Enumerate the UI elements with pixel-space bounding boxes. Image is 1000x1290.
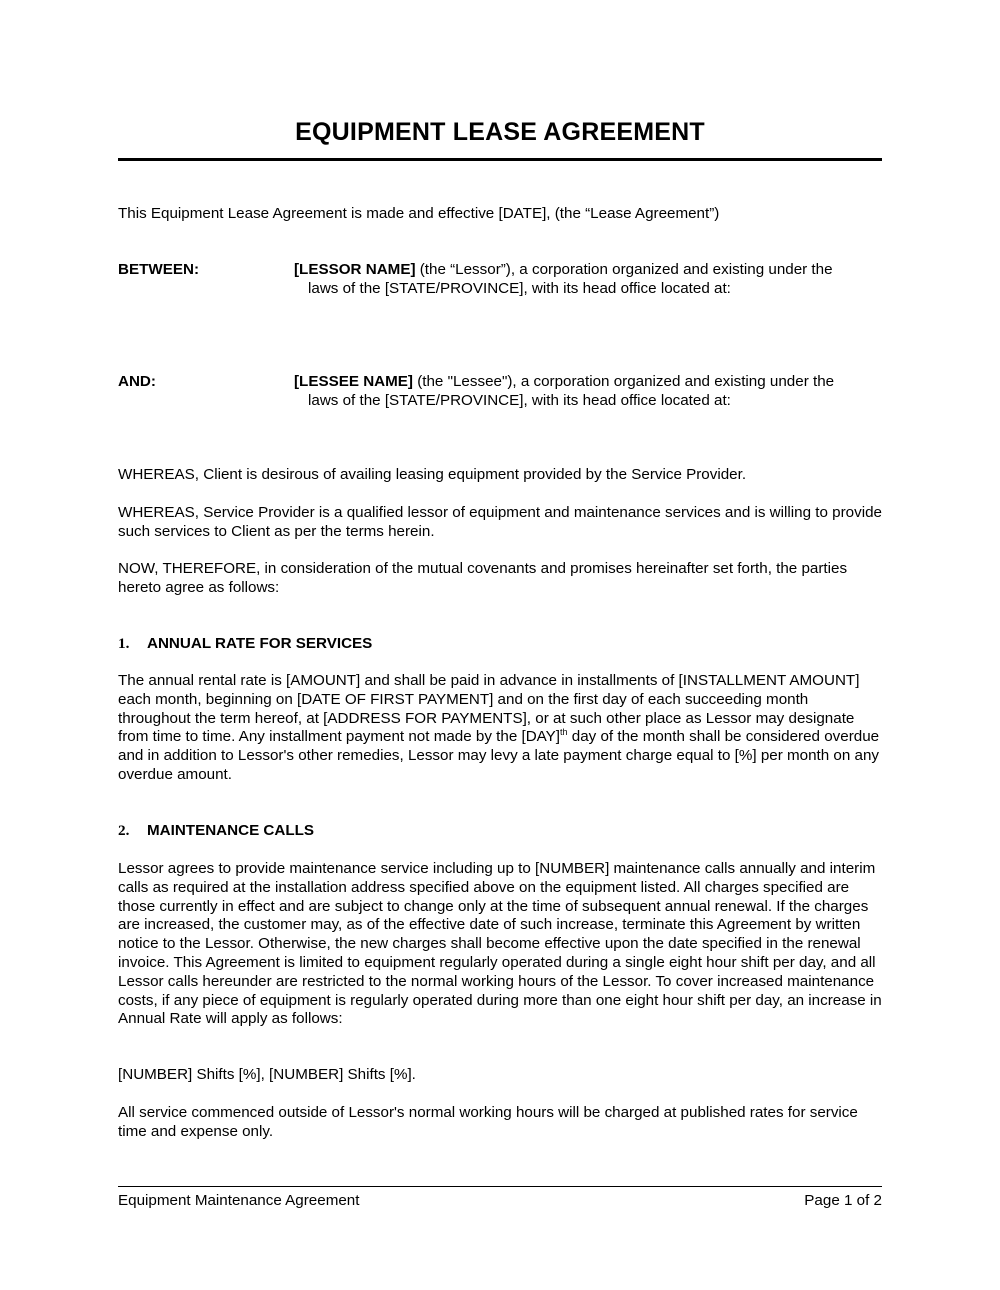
- section-2-body: Lessor agrees to provide maintenance service including up to [NUMBER] maintenance calls annually and interim calls as required at the installation address specified above on the equipment listed. All charges specified are those currently in effect and are subject to change only at the time of subsequent annual renewal. If the charges are increased, the customer may, as of the effective date of such increase, terminate this Agreement by written notice to the Lessor. Otherwise, the new charges shall become effective upon the date specified in the renewal invoice. This Agreement is limited to equipment regularly operated during a single eight hour shift per day, and all Lessor calls hereunder are restricted to the normal working hours of the Lessor. To cover increased maintenance costs, if any piece of equipment is regularly operated during more than one eight hour shift per day, an increase in Annual Rate will apply as follows:: [118, 860, 882, 1028]
- lessee-party-text: [294, 373, 884, 411]
- whereas-paragraph-1: WHEREAS, Client is desirous of availing leasing equipment provided by the Service Provider.: [118, 466, 747, 483]
- lessee-description-line1: (the "Lessee"), a corporation organized and existing under the: [412, 373, 835, 390]
- section-2-number: 2.: [118, 822, 130, 839]
- section-1-title: ANNUAL RATE FOR SERVICES: [147, 635, 373, 652]
- lessee-description-line2: laws of the [STATE/PROVINCE], with its head office located at:: [308, 391, 731, 409]
- footer-document-name: Equipment Maintenance Agreement: [118, 1192, 360, 1209]
- document-title: EQUIPMENT LEASE AGREEMENT: [295, 118, 705, 146]
- lessee-name: [LESSEE NAME]: [294, 373, 413, 390]
- footer-divider: [118, 1186, 882, 1187]
- section-2-heading: [118, 822, 314, 841]
- now-therefore-paragraph: NOW, THEREFORE, in consideration of the mutual covenants and promises hereinafter set forth, the parties hereto agree as follows:: [118, 560, 848, 596]
- section-2-shifts: [NUMBER] Shifts [%], [NUMBER] Shifts [%].: [118, 1066, 416, 1083]
- section-1-body: [118, 672, 884, 785]
- whereas-paragraph-2: WHEREAS, Service Provider is a qualified lessor of equipment and maintenance services and is willing to provide such services to Client as per the terms herein.: [118, 504, 882, 540]
- section-1-body-part1: The annual rental rate is [AMOUNT] and shall be paid in advance in installments of [INSTALLMENT AMOUNT] each month, beginning on [DATE OF FIRST PAYMENT] and on the first day of each succeeding month throughout the term hereof, at [ADDRESS FOR PAYMENTS], or at such other place as Lessor may designate from time to time. Any installment payment not made by the [DAY]: [118, 672, 860, 746]
- and-label: AND:: [118, 373, 156, 390]
- section-1-body-superscript: th: [560, 727, 568, 738]
- section-1-number: 1.: [118, 635, 130, 652]
- lessor-description-line1: (the “Lessor”), a corporation organized and existing under the: [415, 261, 833, 278]
- between-label: BETWEEN:: [118, 261, 199, 278]
- section-1-body-part2: day of the month shall be considered overdue and in addition to Lessor's other remedies, Lessor may levy a late payment charge equal to [%] per month on any overdue amount.: [118, 728, 880, 783]
- section-2-outside-hours: All service commenced outside of Lessor's normal working hours will be charged at published rates for service time and expense only.: [118, 1104, 858, 1140]
- title-divider: [118, 158, 882, 161]
- lessor-party-text: [294, 261, 884, 299]
- footer-page-number: Page 1 of 2: [804, 1192, 882, 1209]
- intro-paragraph: This Equipment Lease Agreement is made and effective [DATE], (the “Lease Agreement”): [118, 205, 720, 222]
- section-1-heading: [118, 635, 372, 654]
- lessor-description-line2: laws of the [STATE/PROVINCE], with its head office located at:: [308, 279, 731, 297]
- lessor-name: [LESSOR NAME]: [294, 261, 416, 278]
- section-2-title: MAINTENANCE CALLS: [147, 822, 315, 839]
